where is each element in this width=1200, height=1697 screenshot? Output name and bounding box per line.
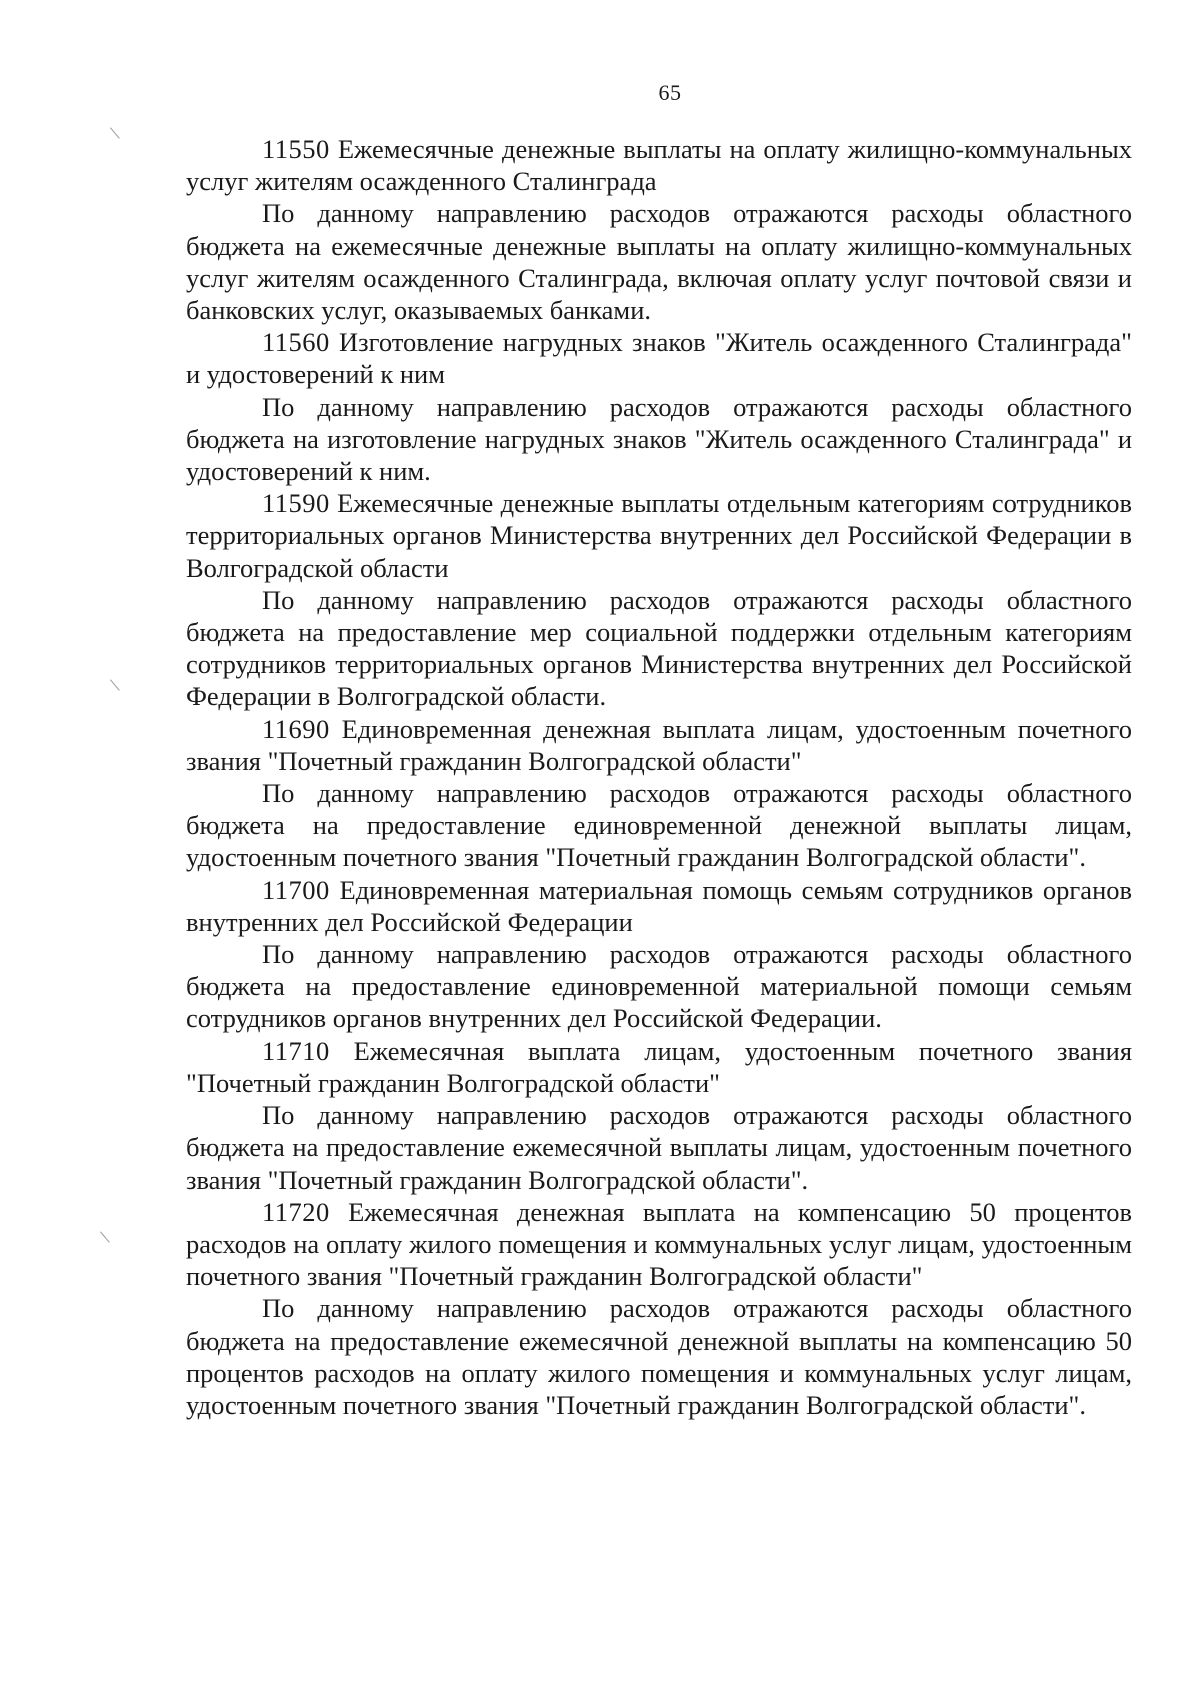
section-code: 11690 [262, 713, 330, 744]
section-heading [186, 133, 1132, 197]
section-11700 [186, 874, 1132, 1035]
section-heading [186, 1196, 1132, 1293]
section-description: По данному направлению расходов отражаются расходы областного бюджета на предоставление мер социальной поддержки отдельным категориям сотрудников территориальных органов Министерства внутренних дел Российской Федерации в Волгоградской области. [186, 584, 1132, 712]
section-title: Единовременная материальная помощь семьям сотрудников органов внутренних дел Российской Федерации [186, 874, 1133, 937]
section-heading [186, 874, 1132, 938]
section-description: По данному направлению расходов отражаются расходы областного бюджета на предоставление ежемесячной выплаты лицам, удостоенным почетного звания "Почетный гражданин Волгоградской области". [186, 1100, 1132, 1195]
section-title: Единовременная денежная выплата лицам, удостоенным почетного звания "Почетный гражданин Волгоградской области" [186, 713, 1133, 776]
scan-artifact [110, 127, 120, 138]
section-heading [186, 487, 1132, 584]
section-title: Ежемесячная денежная выплата на компенсацию 50 процентов расходов на оплату жилого помещения и коммунальных услуг лицам, удостоенным почетного звания "Почетный гражданин Волгоградской области" [186, 1196, 1132, 1292]
section-description: По данному направлению расходов отражаются расходы областного бюджета на предоставление единовременной материальной помощи семьям сотрудников органов внутренних дел Российской Федерации. [186, 939, 1132, 1034]
section-11550 [186, 133, 1132, 326]
section-code: 11590 [262, 488, 330, 519]
section-title: Ежемесячные денежные выплаты на оплату жилищно-коммунальных услуг жителям осажденного Сталинграда [186, 134, 1133, 197]
page-number: 65 [658, 80, 682, 105]
section-11590 [186, 487, 1132, 712]
section-description: По данному направлению расходов отражаются расходы областного бюджета на ежемесячные денежные выплаты на оплату жилищно-коммунальных услуг жителям осажденного Сталинграда, включая оплату услуг почтовой связи и банковских услуг, оказываемых банками. [186, 198, 1132, 326]
scan-artifact [110, 679, 120, 690]
section-11710 [186, 1035, 1132, 1196]
section-description: По данному направлению расходов отражаются расходы областного бюджета на предоставление единовременной денежной выплаты лицам, удостоенным почетного звания "Почетный гражданин Волгоградской области". [186, 778, 1132, 873]
section-title: Ежемесячные денежные выплаты отдельным категориям сотрудников территориальных органов Министерства внутренних дел Российской Федерации в Волгоградской области [186, 488, 1133, 583]
section-heading [186, 1035, 1132, 1099]
section-11690 [186, 713, 1132, 874]
section-title: Изготовление нагрудных знаков "Житель осажденного Сталинграда" и удостоверений к ним [186, 327, 1132, 390]
section-code: 11560 [262, 327, 330, 358]
section-title: Ежемесячная выплата лицам, удостоенным почетного звания "Почетный гражданин Волгоградской области" [186, 1035, 1133, 1098]
section-code: 11700 [262, 874, 330, 905]
section-11560 [186, 326, 1132, 487]
section-description: По данному направлению расходов отражаются расходы областного бюджета на изготовление нагрудных знаков "Житель осажденного Сталинграда" и удостоверений к ним. [186, 391, 1132, 487]
section-heading [186, 326, 1132, 390]
section-code: 11550 [262, 134, 330, 164]
document-body [186, 133, 1132, 1421]
section-heading [186, 713, 1132, 777]
scan-artifact [100, 1231, 110, 1242]
section-description: По данному направлению расходов отражаются расходы областного бюджета на предоставление ежемесячной денежной выплаты на компенсацию 50 процентов расходов на оплату жилого помещения и коммунальных услуг лицам, удостоенным почетного звания "Почетный гражданин Волгоградской области". [186, 1293, 1132, 1420]
section-11720 [186, 1196, 1132, 1421]
section-code: 11720 [262, 1196, 330, 1227]
section-code: 11710 [262, 1035, 330, 1066]
